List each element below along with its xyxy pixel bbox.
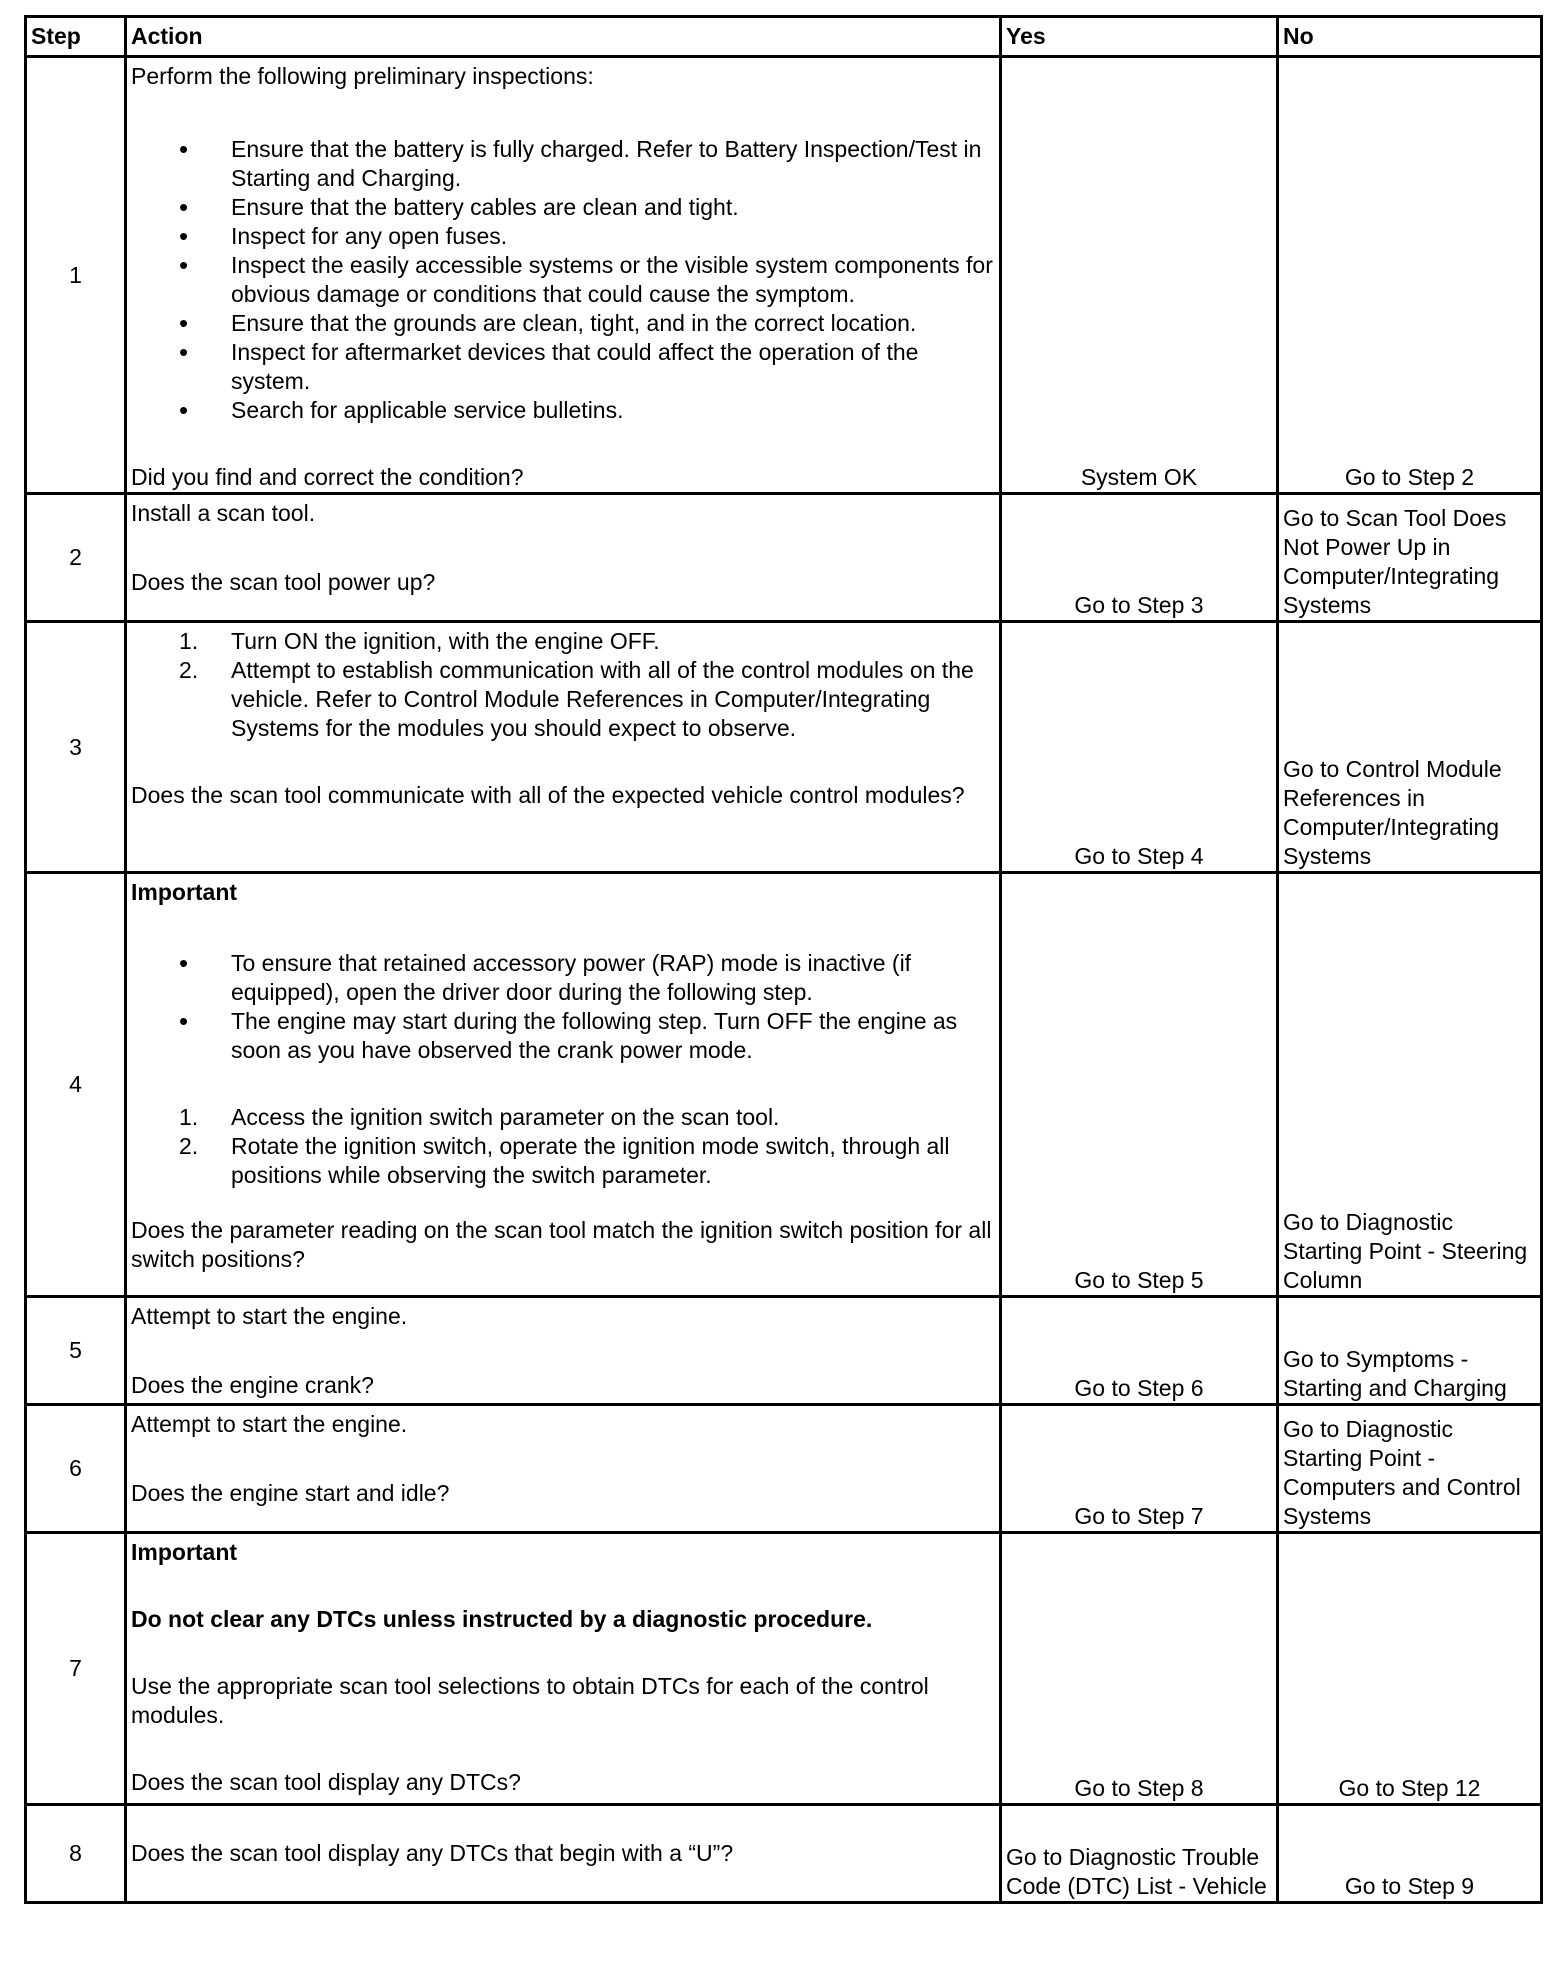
table-row bbox=[26, 1805, 1542, 1903]
yes-cell: Go to Step 6 bbox=[1001, 1297, 1278, 1405]
table-row bbox=[26, 622, 1542, 873]
table-row bbox=[26, 1405, 1542, 1533]
yes-cell: Go to Step 8 bbox=[1001, 1533, 1278, 1805]
header-no: No bbox=[1278, 17, 1542, 57]
table-row bbox=[26, 57, 1542, 494]
step-number: 5 bbox=[26, 1297, 126, 1405]
table-row bbox=[26, 1533, 1542, 1805]
action-cell bbox=[126, 1805, 1001, 1903]
list-item: • The engine may start during the following step. Turn OFF the engine as soon as you have observed the crank power mode. bbox=[131, 1007, 995, 1065]
step-number: 1 bbox=[26, 57, 126, 494]
table-row bbox=[26, 873, 1542, 1297]
yes-cell: Go to Diagnostic Trouble Code (DTC) List - Vehicle bbox=[1001, 1805, 1278, 1903]
action-cell bbox=[126, 873, 1001, 1297]
no-cell: Go to Diagnostic Starting Point - Steering Column bbox=[1278, 873, 1542, 1297]
list-item: • To ensure that retained accessory power (RAP) mode is inactive (if equipped), open the driver door during the following step. bbox=[131, 949, 995, 1007]
header-step: Step bbox=[26, 17, 126, 57]
yes-cell: Go to Step 5 bbox=[1001, 873, 1278, 1297]
step-number: 6 bbox=[26, 1405, 126, 1533]
action-cell bbox=[126, 494, 1001, 622]
list-item: • Ensure that the grounds are clean, tight, and in the correct location. bbox=[131, 309, 995, 338]
warning-text: Do not clear any DTCs unless instructed by a diagnostic procedure. bbox=[131, 1606, 873, 1632]
list-item: 2. Rotate the ignition switch, operate the ignition mode switch, through all positions while observing the switch parameter. bbox=[179, 1133, 950, 1188]
no-cell: Go to Diagnostic Starting Point - Computers and Control Systems bbox=[1278, 1405, 1542, 1533]
list-item: • Inspect the easily accessible systems or the visible system components for obvious damage or conditions that could cause the symptom. bbox=[131, 251, 995, 309]
yes-cell: Go to Step 4 bbox=[1001, 622, 1278, 873]
header-yes: Yes bbox=[1001, 17, 1278, 57]
action-cell bbox=[126, 622, 1001, 873]
action-cell bbox=[126, 57, 1001, 494]
step-number: 8 bbox=[26, 1805, 126, 1903]
action-cell bbox=[126, 1533, 1001, 1805]
important-label: Important bbox=[131, 879, 238, 905]
step-number: 7 bbox=[26, 1533, 126, 1805]
list-item: 1. Access the ignition switch parameter on the scan tool. bbox=[179, 1104, 780, 1130]
action-intro: Attempt to start the engine. bbox=[131, 1303, 408, 1329]
yes-cell: Go to Step 7 bbox=[1001, 1405, 1278, 1533]
bullet-list bbox=[131, 135, 995, 425]
list-item: • Inspect for aftermarket devices that could affect the operation of the system. bbox=[131, 338, 995, 396]
step-number: 3 bbox=[26, 622, 126, 873]
action-question: Does the scan tool communicate with all of the expected vehicle control modules? bbox=[131, 782, 965, 808]
no-cell: Go to Step 2 bbox=[1278, 57, 1542, 494]
numbered-list bbox=[131, 1103, 995, 1190]
action-question: Does the engine crank? bbox=[131, 1372, 374, 1398]
action-cell bbox=[126, 1297, 1001, 1405]
yes-cell: Go to Step 3 bbox=[1001, 494, 1278, 622]
list-item: • Search for applicable service bulletins. bbox=[131, 396, 995, 425]
action-intro: Install a scan tool. bbox=[131, 500, 316, 526]
list-item: • Inspect for any open fuses. bbox=[131, 222, 995, 251]
action-question: Does the parameter reading on the scan tool match the ignition switch position for all switch positions? bbox=[131, 1217, 992, 1272]
list-item: • Ensure that the battery is fully charged. Refer to Battery Inspection/Test in Starting and Charging. bbox=[131, 135, 995, 193]
no-cell: Go to Control Module References in Computer/Integrating Systems bbox=[1278, 622, 1542, 873]
action-cell bbox=[126, 1405, 1001, 1533]
list-item: 2. Attempt to establish communication with all of the control modules on the vehicle. Refer to Control Module References in Computer/Integrating Systems for the modules you should expect to observe. bbox=[179, 657, 974, 741]
action-question: Does the scan tool display any DTCs that begin with a “U”? bbox=[131, 1840, 734, 1866]
diagnostic-table bbox=[24, 15, 1543, 1904]
action-intro: Perform the following preliminary inspections: bbox=[131, 63, 594, 89]
table-row bbox=[26, 1297, 1542, 1405]
action-question: Does the scan tool display any DTCs? bbox=[131, 1769, 521, 1795]
important-label: Important bbox=[131, 1539, 238, 1565]
no-cell: Go to Step 12 bbox=[1278, 1533, 1542, 1805]
list-item: • Ensure that the battery cables are clean and tight. bbox=[131, 193, 995, 222]
list-item: 1. Turn ON the ignition, with the engine OFF. bbox=[179, 628, 660, 654]
no-cell: Go to Symptoms - Starting and Charging bbox=[1278, 1297, 1542, 1405]
table-row bbox=[26, 494, 1542, 622]
no-cell: Go to Step 9 bbox=[1278, 1805, 1542, 1903]
action-intro: Use the appropriate scan tool selections to obtain DTCs for each of the control modules. bbox=[131, 1673, 929, 1728]
yes-cell: System OK bbox=[1001, 57, 1278, 494]
action-question: Does the engine start and idle? bbox=[131, 1480, 450, 1506]
header-action: Action bbox=[126, 17, 1001, 57]
action-question: Does the scan tool power up? bbox=[131, 569, 436, 595]
action-question: Did you find and correct the condition? bbox=[131, 464, 524, 490]
step-number: 4 bbox=[26, 873, 126, 1297]
no-cell: Go to Scan Tool Does Not Power Up in Computer/Integrating Systems bbox=[1278, 494, 1542, 622]
step-number: 2 bbox=[26, 494, 126, 622]
numbered-list bbox=[131, 627, 995, 743]
action-intro: Attempt to start the engine. bbox=[131, 1411, 408, 1437]
bullet-list bbox=[131, 949, 995, 1065]
header-row bbox=[26, 17, 1542, 57]
